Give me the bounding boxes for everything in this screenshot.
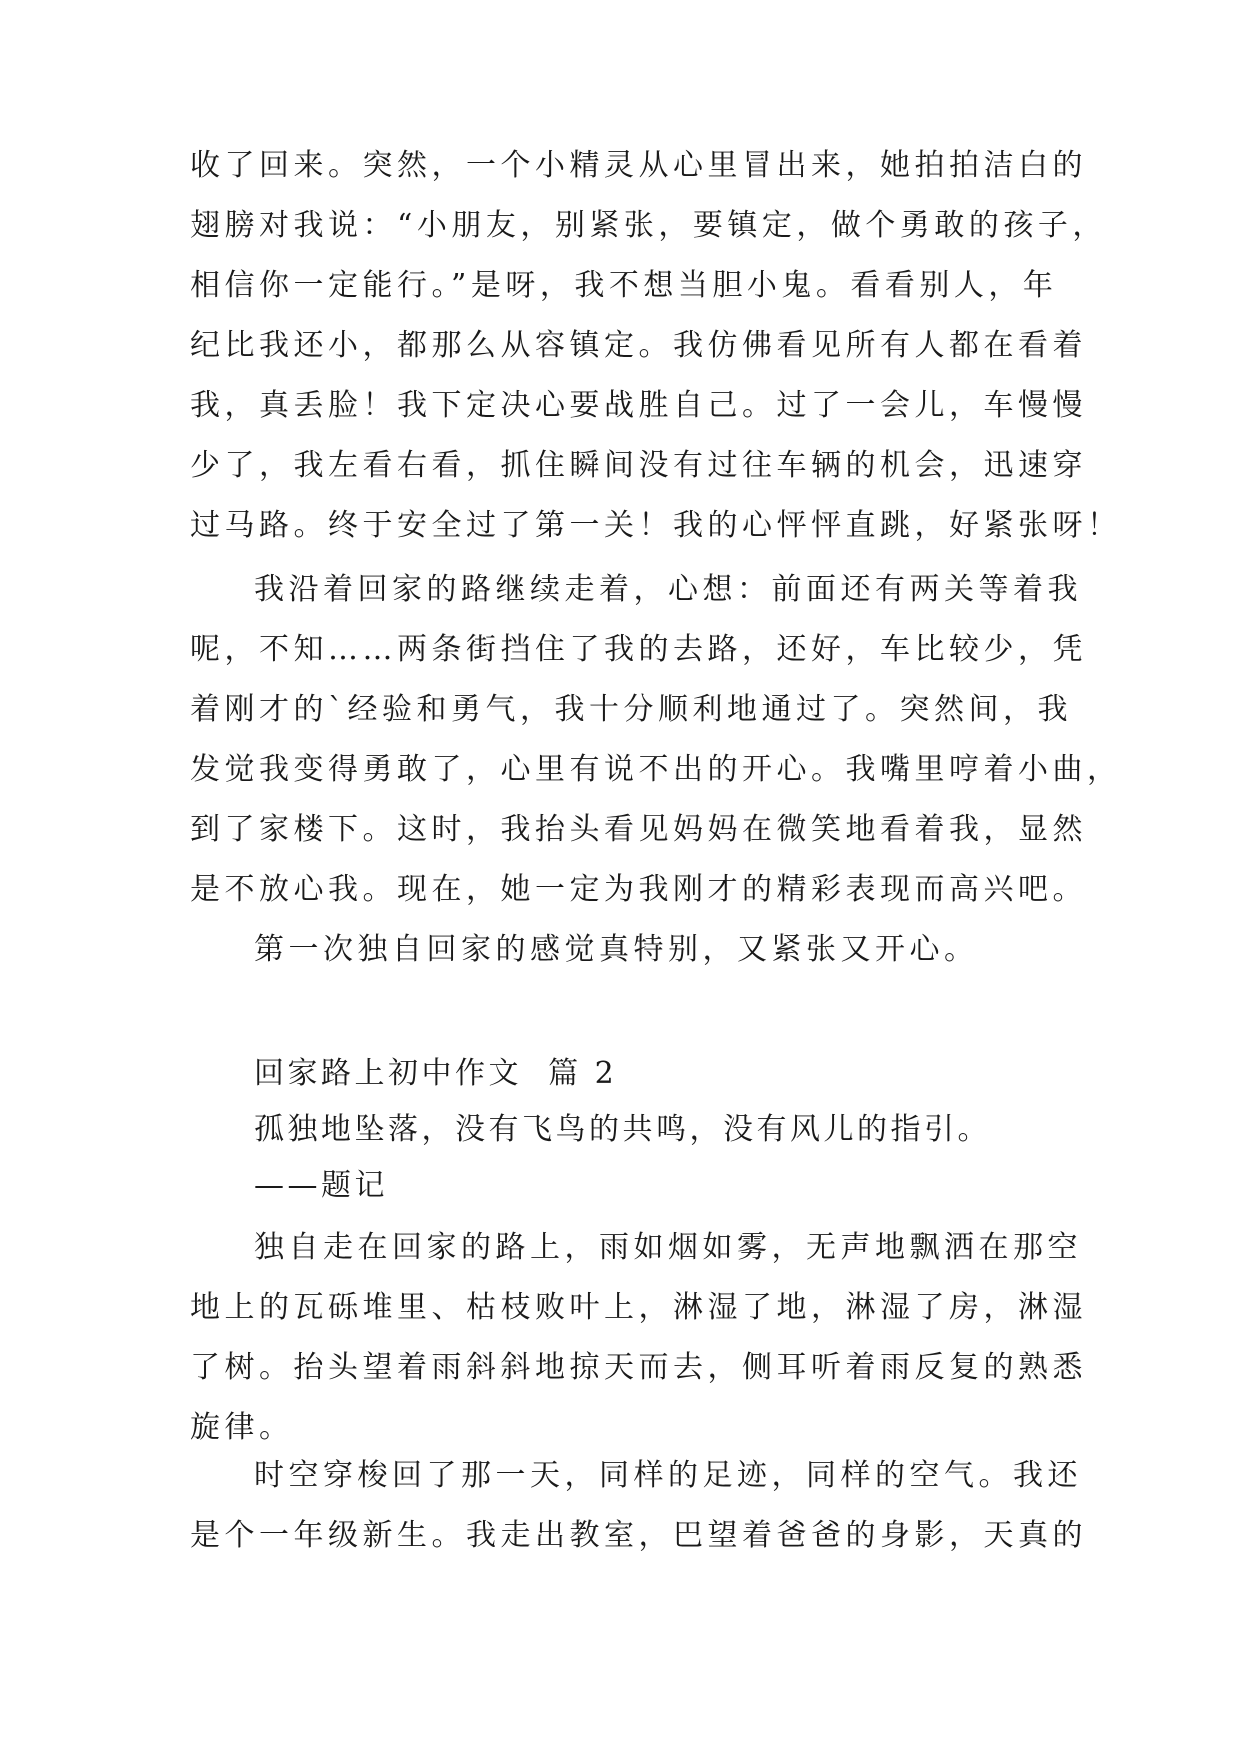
text-line: 独自走在回家的路上，雨如烟如雾，无声地飘洒在那空: [254, 1230, 1082, 1265]
text-line: 是不放心我。现在，她一定为我刚才的精彩表现而高兴吧。: [190, 872, 1087, 907]
text-line: 我沿着回家的路继续走着，心想：前面还有两关等着我: [254, 572, 1082, 607]
paragraph-2: [190, 560, 1122, 920]
text-line: 收了回来。突然，一个小精灵从心里冒出来，她拍拍洁白的: [190, 148, 1087, 183]
text-line: 时空穿梭回了那一天，同样的足迹，同样的空气。我还: [254, 1458, 1082, 1493]
paragraph-5: [190, 1446, 1090, 1566]
text-line: 过马路。终于安全过了第一关！我的心怦怦直跳，好紧张呀！: [190, 508, 1122, 543]
text-line: 发觉我变得勇敢了，心里有说不出的开心。我嘴里哼着小曲，: [190, 752, 1122, 787]
text-line: 相信你一定能行。”是呀，我不想当胆小鬼。看看别人，年: [190, 268, 1058, 303]
text-line: 翅膀对我说：“小朋友，别紧张，要镇定，做个勇敢的孩子，: [190, 208, 1107, 243]
paragraph-3: [190, 920, 1090, 980]
paragraph-4: [190, 1218, 1090, 1458]
text-line: 着刚才的`经验和勇气，我十分顺利地通过了。突然间，我: [190, 692, 1072, 727]
section-title: 回家路上初中作文 篇 2: [254, 1056, 618, 1091]
text-line: 少了，我左看右看，抓住瞬间没有过往车辆的机会，迅速穿: [190, 448, 1087, 483]
text-line: 第一次独自回家的感觉真特别，又紧张又开心。: [254, 932, 979, 967]
section-2-header: [190, 1046, 1090, 1214]
text-line: 到了家楼下。这时，我抬头看见妈妈在微笑地看着我，显然: [190, 812, 1087, 847]
text-line: 旋律。: [190, 1410, 294, 1445]
text-line: 是个一年级新生。我走出教室，巴望着爸爸的身影，天真的: [190, 1518, 1087, 1553]
text-line: 呢，不知……两条街挡住了我的去路，还好，车比较少，凭: [190, 632, 1087, 667]
epigraph-source: ——题记: [254, 1168, 388, 1203]
text-line: 我，真丢脸！我下定决心要战胜自己。过了一会儿，车慢慢: [190, 388, 1087, 423]
paragraph-1: [190, 136, 1122, 556]
text-line: 纪比我还小，都那么从容镇定。我仿佛看见所有人都在看着: [190, 328, 1087, 363]
text-line: 了树。抬头望着雨斜斜地掠天而去，侧耳听着雨反复的熟悉: [190, 1350, 1087, 1385]
epigraph: 孤独地坠落，没有飞鸟的共鸣，没有风儿的指引。: [254, 1112, 991, 1147]
text-line: 地上的瓦砾堆里、枯枝败叶上，淋湿了地，淋湿了房，淋湿: [190, 1290, 1087, 1325]
